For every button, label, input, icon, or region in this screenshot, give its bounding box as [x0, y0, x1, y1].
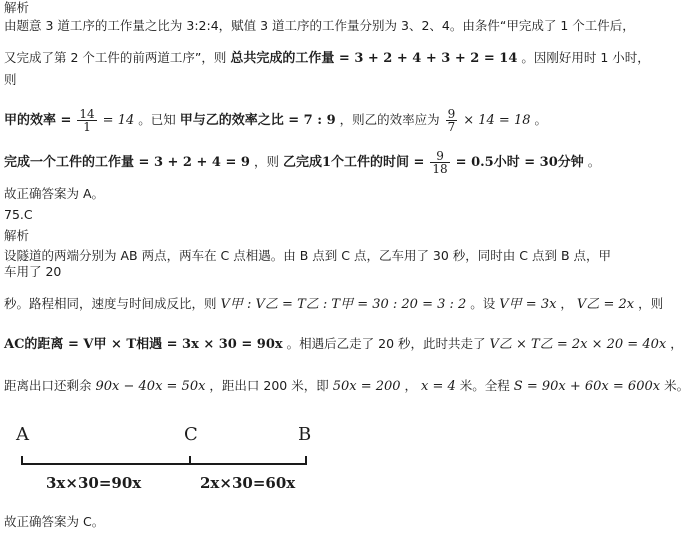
section-heading-analysis-2: 解析	[4, 228, 30, 243]
paragraph-line-efficiency: 甲的效率 = $\frac{14}{1}$ = 14 。已知 甲与乙的效率之比 = 7 : 9 ，则乙的效率应为 $\frac{9}{7}$ × 14 = 18 。	[4, 107, 548, 134]
paragraph-line-total: 距离出口还剩余 90x − 40x = 50x ，距出口 200 米，即 50x = 200 ， x = 4 米。全程 S = 90x + 60x = 600x 米。	[4, 378, 689, 394]
paragraph-line: 则	[4, 72, 17, 87]
point-label-b: B	[298, 424, 312, 445]
point-label-a: A	[16, 424, 29, 445]
segment-label-ac: 3x×30=90x	[46, 474, 142, 492]
paragraph-line: 设隧道的两端分别为 AB 两点，两车在 C 点相遇。由 B 点到 C 点，乙车用了 30 秒，同时由 C 点到 B 点，甲	[4, 248, 611, 263]
answer-line: 故正确答案为 C。	[4, 514, 105, 529]
point-label-c: C	[184, 424, 198, 445]
answer-line: 故正确答案为 A。	[4, 186, 105, 201]
section-heading-analysis-1: 解析	[4, 0, 30, 15]
tunnel-diagram	[4, 420, 334, 500]
paragraph-line-distance: AC的距离 = V甲 × T相遇 = 3x × 30 = 90x 。相遇后乙走了 20 秒，此时共走了 V乙 × T乙 = 2x × 20 = 40x ，	[4, 336, 683, 352]
fraction: $\frac{9}{7}$	[447, 107, 456, 134]
segment-label-cb: 2x×30=60x	[200, 474, 296, 492]
paragraph-line: 车用了 20	[4, 264, 62, 279]
question-number: 75.C	[4, 207, 33, 222]
formula-total-work: 总共完成的工作量 = 3 + 2 + 4 + 3 + 2 = 14	[230, 51, 518, 66]
paragraph-line: 由题意 3 道工序的工作量之比为 3:2:4，赋值 3 道工序的工作量分别为 3、2、4。由条件“甲完成了 1 个工件后，	[4, 18, 635, 33]
fraction: $\frac{9}{18}$	[432, 149, 448, 176]
paragraph-line: 又完成了第 2 个工件的前两道工序”，则 总共完成的工作量 = 3 + 2 + 4 + 3 + 2 = 14 。因刚好用时 1 小时，	[4, 50, 650, 66]
paragraph-line-time: 完成一个工件的工作量 = 3 + 2 + 4 = 9 ，则 乙完成1个工件的时间 = $\frac{9}{18}$ = 0.5小时 = 30分钟 。	[4, 149, 601, 176]
paragraph-line-speed: 秒。路程相同，速度与时间成反比，则 V甲 : V乙 = T乙 : T甲 = 30 : 20 = 3 : 2 。设 V甲 = 3x ， V乙 = 2x ，则	[4, 296, 664, 312]
fraction: $\frac{14}{1}$	[79, 107, 95, 134]
